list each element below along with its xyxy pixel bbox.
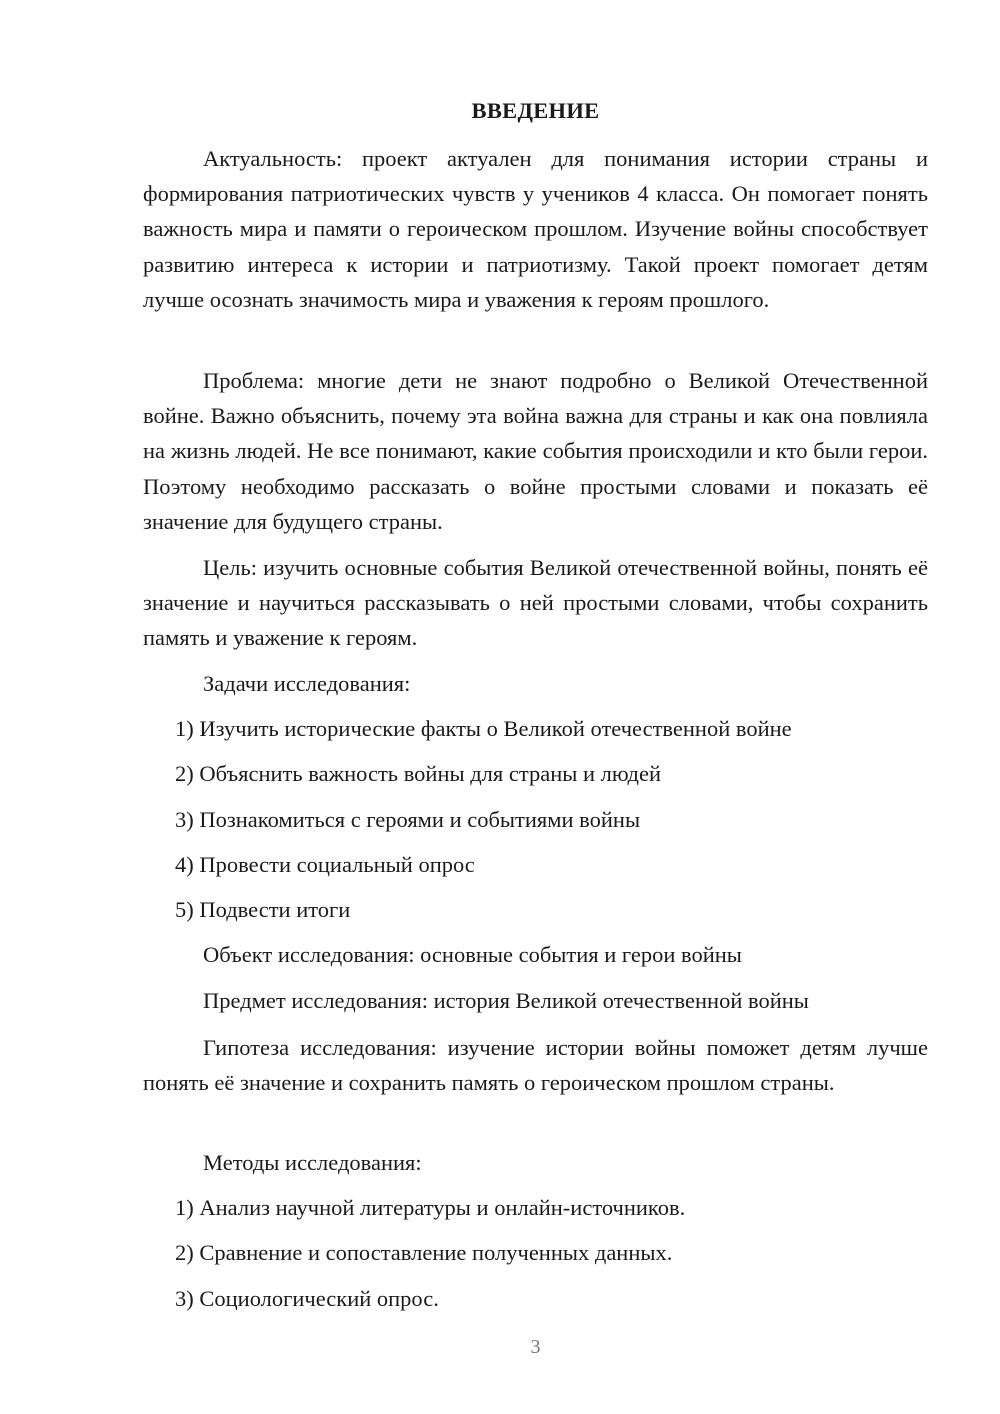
research-subject: Предмет исследования: история Великой отечественной войны	[203, 988, 809, 1013]
task-item: 3) Познакомиться с героями и событиями войны	[175, 807, 641, 832]
method-item: 1) Анализ научной литературы и онлайн-источников.	[175, 1195, 686, 1220]
method-item: 3) Социологический опрос.	[175, 1286, 439, 1311]
task-item: 5) Подвести итоги	[175, 897, 351, 922]
task-item: 4) Провести социальный опрос	[175, 852, 475, 877]
hypothesis-paragraph: Гипотеза исследования: изучение истории войны поможет детям лучше понять её значение и сохранить память о героическом прошлом страны.	[143, 1035, 928, 1096]
method-item: 2) Сравнение и сопоставление полученных данных.	[175, 1240, 673, 1265]
section-title: ВВЕДЕНИЕ	[471, 98, 600, 123]
page-number: 3	[530, 1336, 541, 1358]
task-item: 2) Объяснить важность войны для страны и людей	[175, 761, 662, 786]
research-object: Объект исследования: основные события и герои войны	[203, 942, 742, 967]
problem-paragraph: Проблема: многие дети не знают подробно о Великой Отечественной войне. Важно объяснить, почему эта война важна для страны и как она повлияла на жизнь людей. Не все понимают, какие события происходили и кто были герои. Поэтому необходимо рассказать о войне простыми словами и показать её значение для будущего страны.	[143, 368, 928, 534]
goal-paragraph: Цель: изучить основные события Великой отечественной войны, понять её значение и научиться рассказывать о ней простыми словами, чтобы сохранить память и уважение к героям.	[143, 555, 928, 651]
methods-heading: Методы исследования:	[203, 1150, 422, 1175]
tasks-heading: Задачи исследования:	[203, 671, 411, 696]
relevance-paragraph: Актуальность: проект актуален для понимания истории страны и формирования патриотических чувств у учеников 4 класса. Он помогает понять важность мира и памяти о героическом прошлом. Изучение войны способствует развитию интереса к истории и патриотизму. Такой проект помогает детям лучше осознать значимость мира и уважения к героям прошлого.	[143, 146, 928, 312]
document-page	[143, 0, 928, 1414]
task-item: 1) Изучить исторические факты о Великой отечественной войне	[175, 716, 792, 741]
